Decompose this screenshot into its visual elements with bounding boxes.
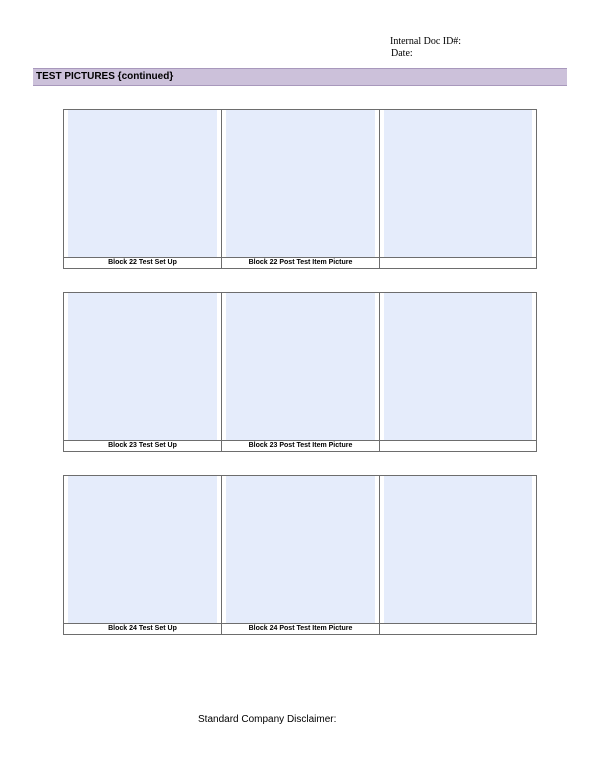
picture-table-block-24 [63,475,537,635]
photo-placeholder [226,110,375,257]
photo-placeholder [68,293,217,440]
internal-doc-id-label: Internal Doc ID#: [390,36,462,47]
photo-cell-setup [64,293,222,440]
caption-setup: Block 22 Test Set Up [64,257,222,268]
photo-placeholder [384,110,532,257]
section-header-bar [33,68,567,86]
photo-cell-extra [380,476,536,623]
photo-cell-post-test [222,476,380,623]
photo-placeholder [68,476,217,623]
photo-placeholder [68,110,217,257]
company-disclaimer: Standard Company Disclaimer: [198,714,337,725]
document-header [390,36,461,60]
caption-post-test: Block 23 Post Test Item Picture [222,440,380,451]
caption-post-test: Block 24 Post Test Item Picture [222,623,380,634]
caption-extra [380,257,536,268]
photo-placeholder [384,476,532,623]
picture-table-block-22 [63,109,537,269]
caption-setup: Block 24 Test Set Up [64,623,222,634]
photo-cell-post-test [222,293,380,440]
caption-extra [380,440,536,451]
caption-extra [380,623,536,634]
photo-cell-extra [380,293,536,440]
photo-placeholder [226,476,375,623]
caption-setup: Block 23 Test Set Up [64,440,222,451]
photo-cell-post-test [222,110,380,257]
date-label: Date: [391,48,413,59]
photo-placeholder [384,293,532,440]
photo-cell-extra [380,110,536,257]
photo-cell-setup [64,476,222,623]
section-title: TEST PICTURES {continued} [36,71,174,82]
photo-placeholder [226,293,375,440]
picture-table-block-23 [63,292,537,452]
caption-post-test: Block 22 Post Test Item Picture [222,257,380,268]
photo-cell-setup [64,110,222,257]
